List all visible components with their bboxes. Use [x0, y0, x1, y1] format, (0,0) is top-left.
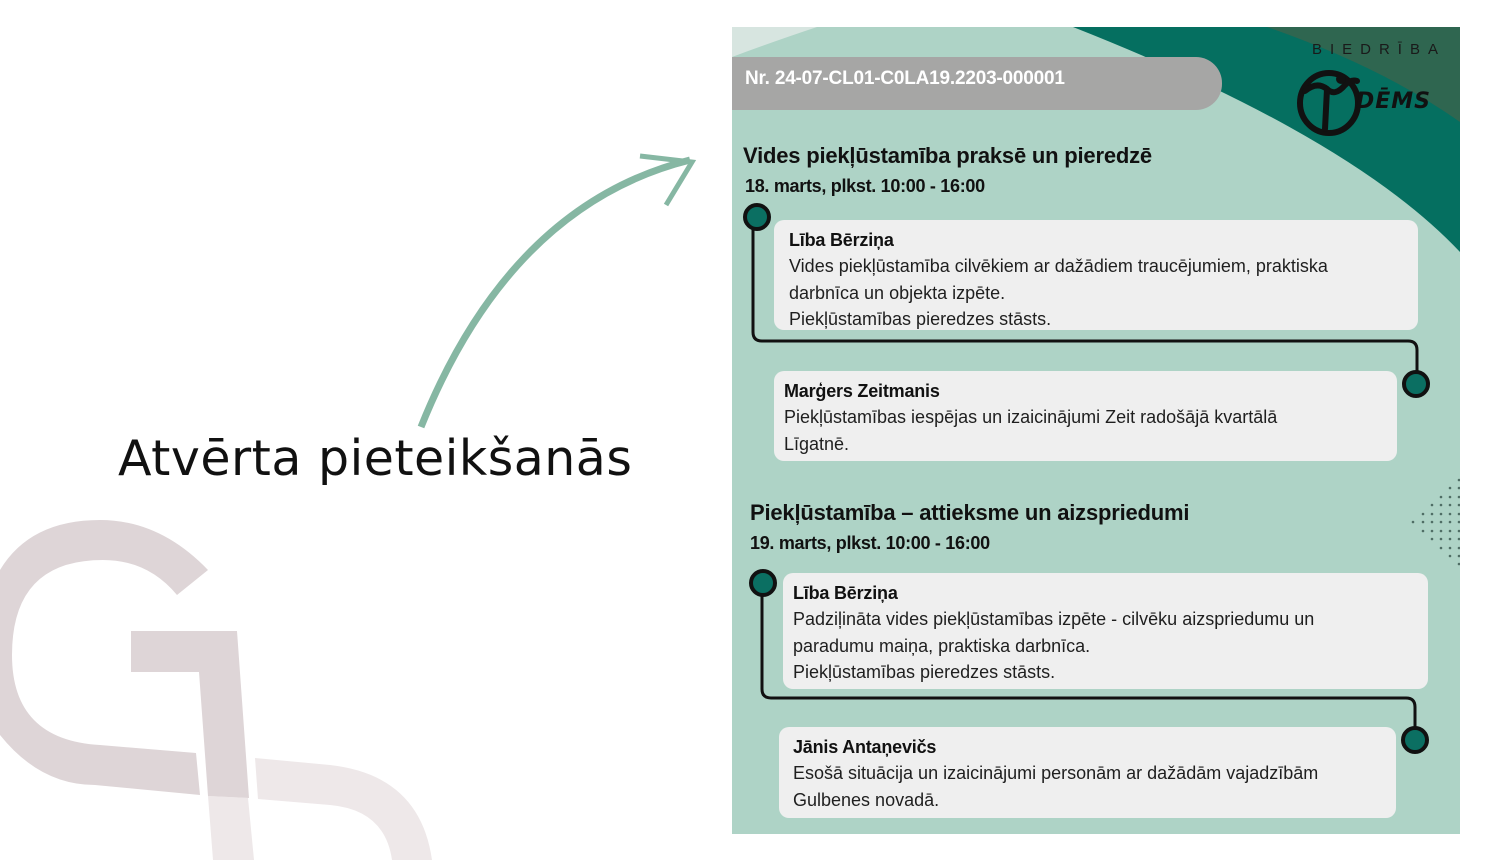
session-card	[783, 573, 1428, 689]
session-card	[774, 220, 1418, 330]
section-2-date: 19. marts, plkst. 10:00 - 16:00	[750, 533, 990, 553]
section-1-title: Vides piekļūstamība praksē un pieredzē	[743, 143, 1152, 168]
organization-logo	[1288, 41, 1448, 141]
speaker-name: Lība Bērziņa	[789, 230, 894, 250]
section-2-title: Piekļūstamība – attieksme un aizspriedumi	[750, 500, 1190, 525]
organization-name: DĒMS	[1356, 89, 1432, 114]
speaker-name: Lība Bērziņa	[793, 583, 898, 603]
session-description-line: Gulbenes novadā.	[793, 789, 940, 810]
session-description-line: darbnīca un objekta izpēte.	[789, 282, 1006, 303]
session-description-line: Piekļūstamības pieredzes stāsts.	[789, 309, 1052, 329]
session-description-line: Vides piekļūstamība cilvēkiem ar dažādiem traucējumiem, praktiska	[789, 256, 1328, 276]
session-card	[774, 371, 1397, 461]
reference-number: Nr. 24-07-CL01-C0LA19.2203-000001	[745, 68, 1065, 89]
registration-open-headline: Atvērta pieteikšanās	[118, 430, 633, 487]
session-description-line: Piekļūstamības pieredzes stāsts.	[793, 662, 1056, 682]
section-1-date: 18. marts, plkst. 10:00 - 16:00	[745, 176, 985, 196]
session-description-line: Līgatnē.	[784, 433, 850, 454]
curved-arrow-icon	[400, 145, 710, 440]
session-description-line: Padziļināta vides piekļūstamības izpēte - cilvēku aizspriedumu un	[793, 609, 1315, 629]
session-description-line: paradumu maiņa, praktiska darbnīca.	[793, 635, 1091, 656]
organization-label: BIEDRĪBA	[1311, 41, 1446, 58]
session-description-line: Piekļūstamības iespējas un izaicinājumi Zeit radošājā kvartālā	[784, 407, 1278, 427]
session-description-line: Esošā situācija un izaicinājumi personām ar dažādām vajadzībām	[793, 763, 1319, 783]
session-card	[779, 727, 1396, 818]
event-poster	[732, 27, 1460, 834]
speaker-name: Marģers Zeitmanis	[784, 381, 940, 401]
speaker-name: Jānis Antaņevičs	[793, 737, 937, 757]
decorative-dot-grid-icon	[1402, 477, 1460, 567]
watermark-logo-icon	[0, 500, 450, 860]
